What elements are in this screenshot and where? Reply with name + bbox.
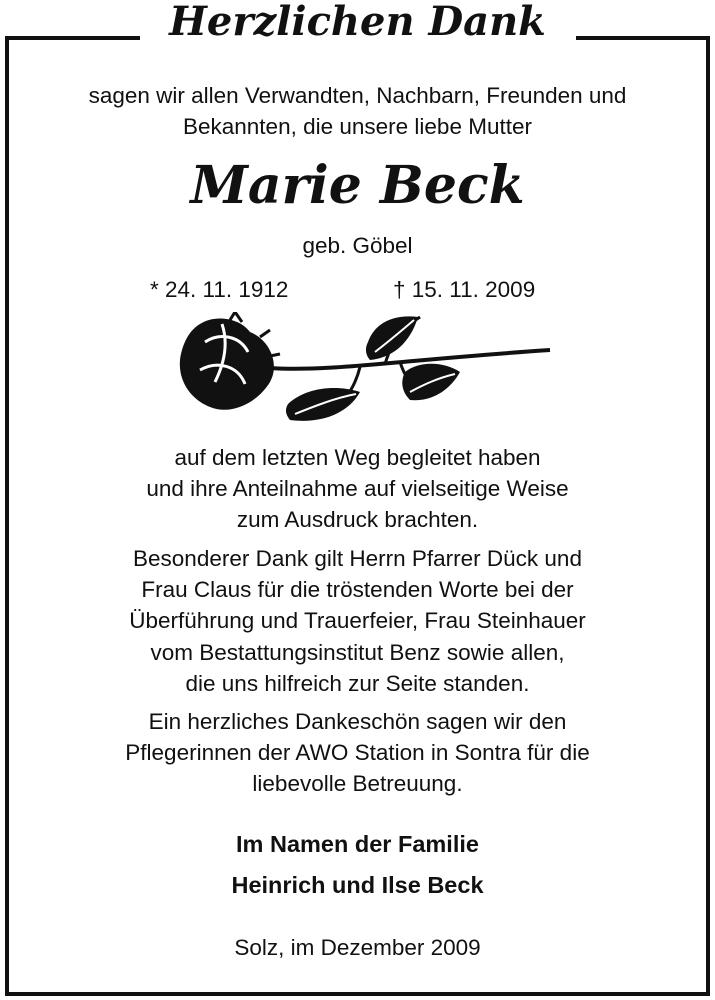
para1-line-3: zum Ausdruck brachten. [236,507,479,532]
place-date: Solz, im Dezember 2009 [234,935,481,960]
signature-line-2: Heinrich und Ilse Beck [231,872,484,898]
para3-line-3: liebevolle Betreuung. [252,771,463,796]
para2-line-3: Überführung und Trauerfeier, Frau Steinhauer [129,608,586,633]
deceased-name: Marie Beck [190,155,525,216]
para2-line-1: Besonderer Dank gilt Herrn Pfarrer Dück und [133,546,582,571]
page-title: Herzlichen Dank [169,0,546,45]
para1-line-2: und ihre Anteilnahme auf vielseitige Weise [146,476,569,501]
intro-line-2: Bekannten, die unsere liebe Mutter [183,114,532,139]
life-dates [0,274,715,306]
para3-line-2: Pflegerinnen der AWO Station in Sontra für die [125,740,590,765]
rose-icon [170,312,555,430]
para2-line-4: vom Bestattungsinstitut Benz sowie allen, [150,640,565,665]
signature-line-1: Im Namen der Familie [236,831,479,857]
intro-line-1: sagen wir allen Verwandten, Nachbarn, Freunden und [88,83,627,108]
para2-line-5: die uns hilfreich zur Seite standen. [185,671,530,696]
para1-line-1: auf dem letzten Weg begleitet haben [174,445,541,470]
maiden-name: geb. Göbel [302,233,413,258]
para2-line-2: Frau Claus für die tröstenden Worte bei der [141,577,574,602]
para3-line-1: Ein herzliches Dankeschön sagen wir den [148,709,567,734]
birth-date: * 24. 11. 1912 [150,277,289,302]
death-date: † 15. 11. 2009 [393,277,536,302]
